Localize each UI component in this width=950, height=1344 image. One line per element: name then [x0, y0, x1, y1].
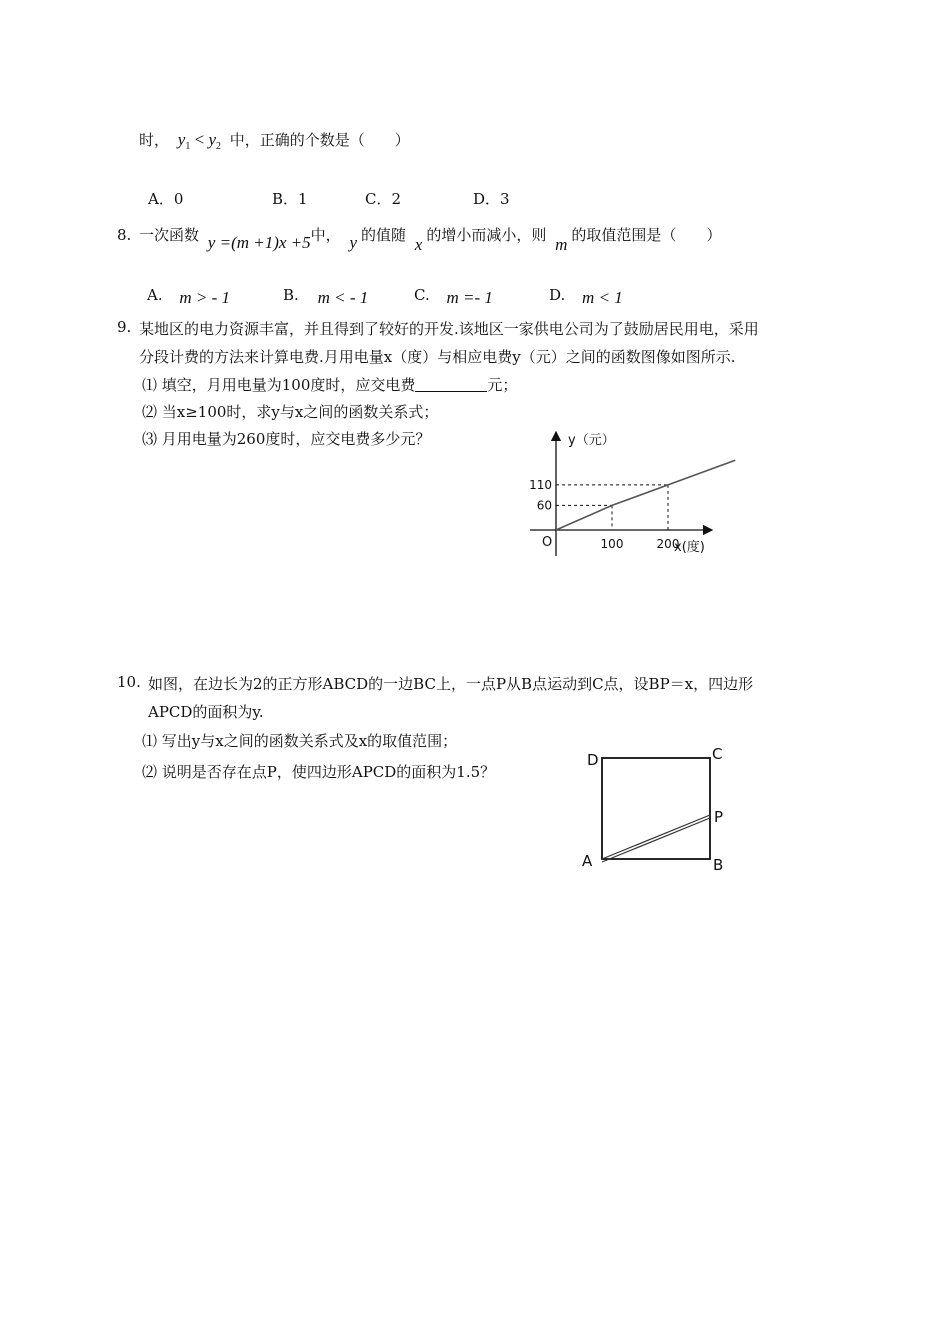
segment-ap-shadow	[602, 818, 710, 862]
segment-ap	[602, 815, 710, 859]
answer-blank	[415, 377, 487, 392]
q9-line2: 分段计费的方法来计算电费.月用电量x（度）与相应电费y（元）之间的函数图像如图所示.	[139, 348, 736, 366]
label-a: A	[582, 852, 593, 870]
y-tick-label-110: 110	[529, 477, 552, 492]
q7-option-b: B．1	[272, 190, 308, 208]
y-tick-label-60: 60	[536, 498, 552, 513]
q9-sub3: ⑶ 月用电量为260度时，应交电费多少元？	[142, 430, 431, 448]
x-tick-label-100: 100	[600, 537, 624, 551]
label-b: B	[713, 856, 724, 874]
q8-option-b: B. m < - 1	[283, 286, 369, 307]
q7-option-c: C．2	[365, 190, 402, 208]
q10-number: 10.	[117, 673, 141, 691]
electricity-chart	[520, 420, 740, 570]
q7-option-d: D．3	[473, 190, 510, 208]
q10-line2: APCD的面积为y.	[148, 703, 264, 721]
q9-sub2: ⑵ 当x≥100时，求y与x之间的函数关系式；	[142, 403, 439, 421]
y-axis-label: y（元）	[568, 433, 615, 448]
q8-formula: y =(m +1)x +5	[207, 233, 311, 252]
series-line	[556, 460, 735, 530]
label-p: P	[714, 808, 724, 826]
q8-option-a: A. m > - 1	[147, 286, 231, 307]
q10-sub1: ⑴ 写出y与x之间的函数关系式及x的取值范围；	[142, 732, 458, 750]
origin-label: O	[542, 535, 553, 550]
q9-line1: 某地区的电力资源丰富，并且得到了较好的开发.该地区一家供电公司为了鼓励居民用电，采用	[139, 320, 759, 338]
q10-sub2: ⑵ 说明是否存在点P，使四边形APCD的面积为1.5？	[142, 763, 496, 781]
label-d: D	[587, 751, 599, 769]
square-figure	[575, 740, 735, 880]
q7-option-a: A．0	[148, 190, 184, 208]
q8-number: 8.	[117, 226, 132, 244]
q8-option-c: C. m =- 1	[414, 286, 493, 307]
q8-stem: 一次函数 y =(m +1)x +5中， y 的值随 x 的增小而减小，则 m 的取值范围是（ ）	[139, 226, 722, 254]
x-tick-label-200: 200	[656, 537, 680, 551]
q7-prefix: 时，	[139, 131, 170, 149]
label-c: C	[712, 745, 723, 763]
square-abcd	[602, 758, 710, 859]
q7-tail-line	[139, 129, 410, 152]
q7-suffix: 中，正确的个数是（ ）	[229, 131, 410, 149]
q8-option-d: D. m < 1	[549, 286, 623, 307]
q10-line1: 如图，在边长为2的正方形ABCD的一边BC上，一点P从B点运动到C点，设BP＝x，四边形	[148, 675, 754, 693]
q9-sub1: ⑴ 填空，月用电量为100度时，应交电费 元；	[142, 376, 518, 394]
x-axis-label: x(度)	[674, 540, 705, 555]
q7-inequality: $y_1 < y_2$	[177, 130, 221, 152]
q9-number: 9.	[117, 318, 132, 336]
